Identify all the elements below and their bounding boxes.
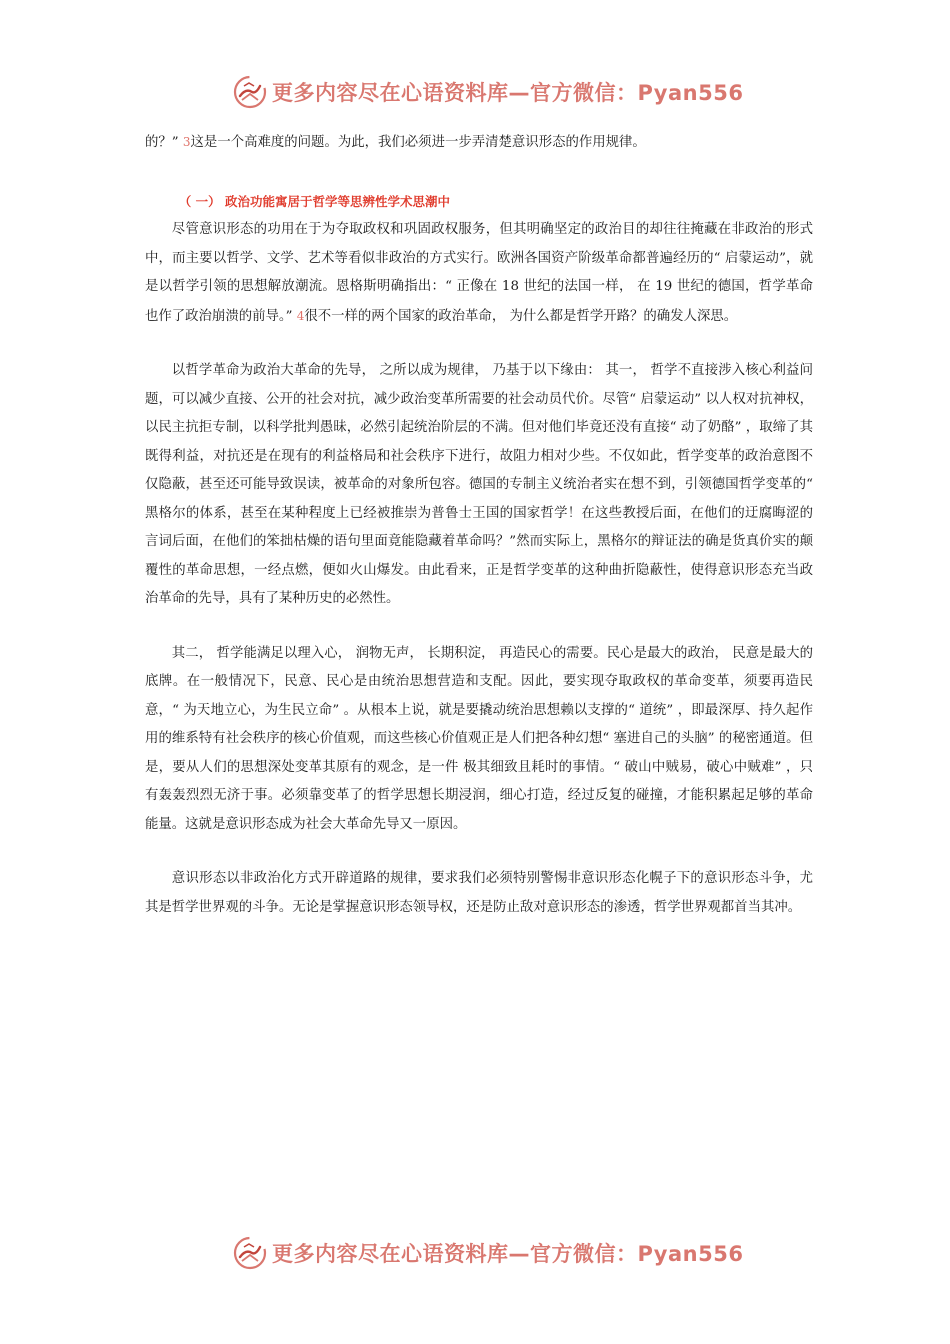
- spacer: [145, 614, 813, 640]
- document-body: [145, 128, 813, 922]
- watermark-banner-top: [232, 74, 752, 110]
- watermark-banner-bottom: [232, 1235, 752, 1271]
- paragraph-continuation: [145, 128, 813, 158]
- spacer: [145, 331, 813, 357]
- book-logo-icon: [232, 1235, 268, 1271]
- watermark-text: 更多内容尽在心语资料库—官方微信：Pyan556: [272, 1242, 744, 1266]
- footnote-ref[interactable]: 3: [182, 135, 191, 149]
- book-logo-icon: [232, 74, 268, 110]
- spacer: [145, 839, 813, 865]
- paragraph-2: 以哲学革命为政治大革命的先导， 之所以成为规律， 乃基于以下缘由： 其一， 哲学不直接涉入核心利益问题，可以减少直接、公开的社会对抗，减少政治变革所需要的社会动员代价。尽管“ 启蒙运动” 以人权对抗神权，以民主抗拒专制，以科学批判愚昧，必然引起统治阶层的不满。但对他们毕竟还没有直接“ 动了奶酪” ，取缔了其既得利益，对抗还是在现有的利益格局和社会秩序下进行，故阻力相对少些。不仅如此，哲学变革的政治意图不仅隐蔽，甚至还可能导致误读，被革命的对象所包容。德国的专制主义统治者实在想不到，引领德国哲学变革的“ 黑格尔的体系，甚至在某种程度上已经被推崇为普鲁士王国的国家哲学！在这些教授后面，在他们的迂腐晦涩的言词后面，在他们的笨拙枯燥的语句里面竟能隐藏着革命吗？”然而实际上，黑格尔的辩证法的确是货真价实的颠覆性的革命思想，一经点燃，便如火山爆发。由此看来，正是哲学变革的这种曲折隐蔽性，使得意识形态充当政治革命的先导，具有了某种历史的必然性。: [145, 363, 813, 606]
- paragraph-3: 其二， 哲学能满足以理入心， 润物无声， 长期积淀， 再造民心的需要。民心是最大的政治， 民意是最大的底牌。在一般情况下，民意、民心是由统治思想营造和支配。因此，要实现夺取政权的革命变革，须要再造民意，“ 为天地立心，为生民立命” 。从根本上说，就是要撬动统治思想赖以支撑的“ 道统” ，即最深厚、持久起作用的维系特有社会秩序的核心价值观，而这些核心价值观正是人们把各种幻想“ 塞进自己的头脑” 的秘密通道。但是，要从人们的思想深处变革其原有的观念，是一件 极其细致且耗时的事情。“ 破山中贼易，破心中贼难” ，只有轰轰烈烈无济于事。必须靠变革了的哲学思想长期浸润，细心打造，经过反复的碰撞，才能积累起足够的革命能量。这就是意识形态成为社会大革命先导又一原因。: [145, 645, 813, 832]
- paragraph-text: 尽管意识形态的功用在于为夺取政权和巩固政权服务，但其明确坚定的政治目的却往往掩藏在非政治的形式中，而主要以哲学、文学、艺术等看似非政治的方式实行。欧洲各国资产阶级革命都普遍经历的“ 启蒙运动”，就是以哲学引领的思想解放潮流。恩格斯明确指出：“ 正像在 18 世纪的法国一样， 在 19 世纪的德国，哲学革命也作了政治崩溃的前导。”: [145, 222, 813, 324]
- paragraph-1: [145, 216, 813, 331]
- paragraph-4: 意识形态以非政治化方式开辟道路的规律，要求我们必须特别警惕非意识形态化幌子下的意识形态斗争，尤其是哲学世界观的斗争。无论是掌握意识形态领导权，还是防止敌对意识形态的渗透，哲学世界观都首当其冲。: [145, 871, 813, 915]
- footnote-ref[interactable]: 4: [296, 308, 305, 323]
- paragraph-text: 这是一个高难度的问题。为此，我们必须进一步弄清楚意识形态的作用规律。: [190, 135, 646, 150]
- paragraph-text: 很不一样的两个国家的政治革命， 为什么都是哲学开路？的确发人深思。: [304, 308, 738, 324]
- paragraph-text: 的？”: [145, 135, 179, 150]
- spacer: [145, 158, 813, 188]
- section-heading: （ 一） 政治功能寓居于哲学等思辨性学术思潮中: [178, 193, 450, 209]
- watermark-text: 更多内容尽在心语资料库—官方微信：Pyan556: [272, 81, 744, 105]
